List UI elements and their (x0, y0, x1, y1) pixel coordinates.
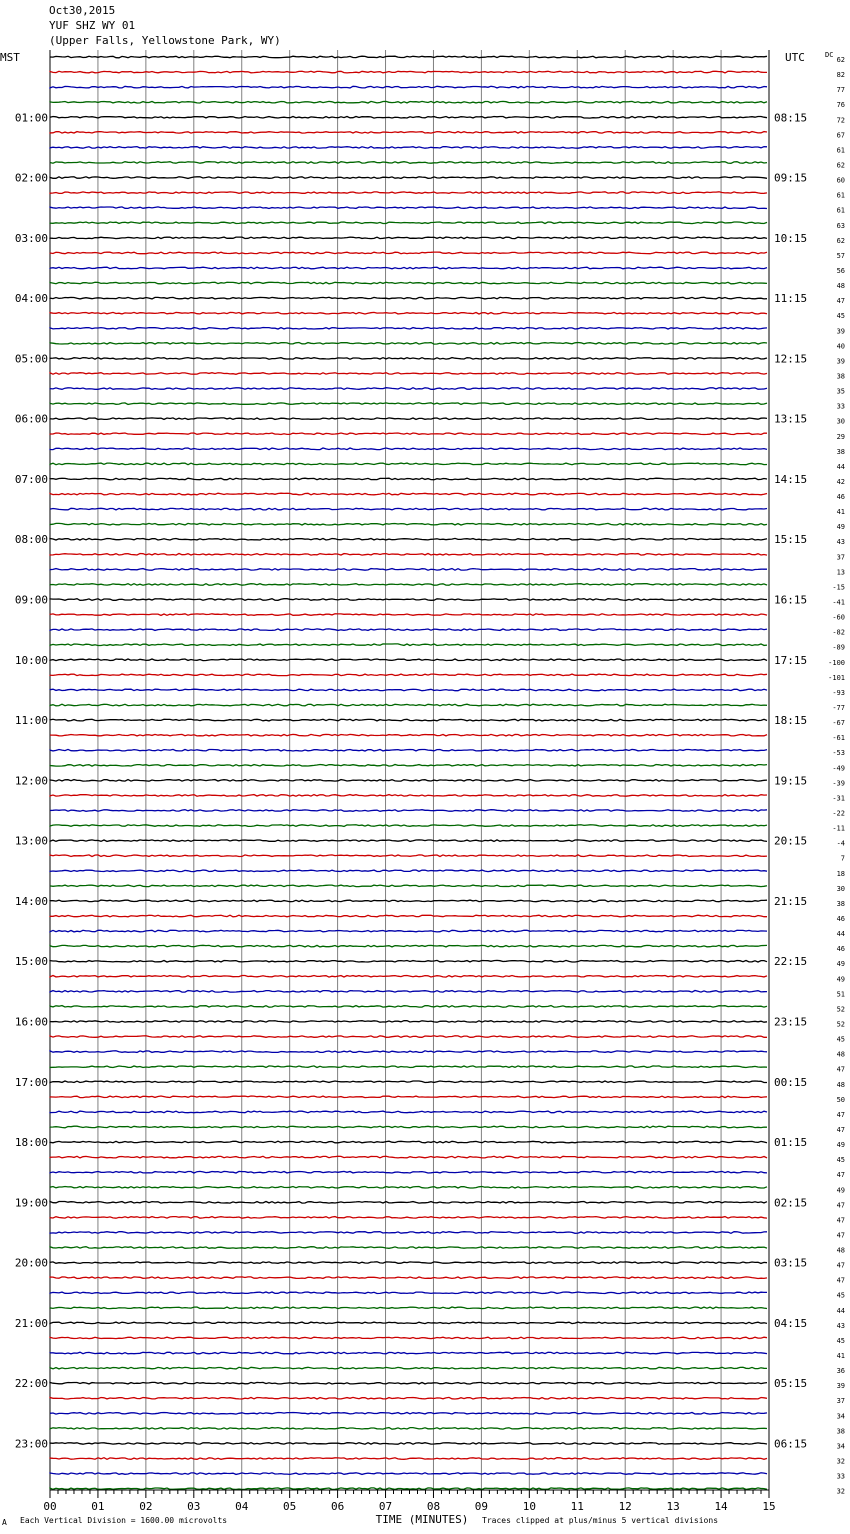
utc-hour-label: 05:15 (774, 1377, 808, 1391)
x-tick-label: 07 (378, 1500, 393, 1513)
dc-offset-label: 77 (836, 86, 845, 95)
trace-50 (50, 795, 767, 797)
dc-offset-label: 34 (836, 1442, 845, 1451)
utc-hour-label: 21:15 (774, 894, 808, 908)
trace-82 (50, 1277, 767, 1279)
dc-offset-label: 61 (836, 206, 845, 215)
dc-offset-label: 47 (836, 297, 845, 306)
dc-offset-label: 45 (836, 1035, 845, 1044)
mst-hour-label: 03:00 (14, 231, 48, 245)
trace-22 (50, 373, 767, 375)
trace-80 (50, 1247, 767, 1249)
utc-hour-label: 10:15 (774, 231, 808, 245)
dc-offset-label: -11 (832, 824, 845, 833)
trace-95 (50, 1473, 767, 1475)
seismic-traces (50, 56, 767, 1489)
dc-offset-label: 39 (836, 357, 845, 366)
dc-offset-label: 38 (836, 447, 845, 456)
dc-offset-label: 47 (836, 1276, 845, 1285)
dc-offset-label: 62 (836, 236, 845, 245)
trace-3 (50, 86, 767, 88)
mst-hour-label: 14:00 (14, 894, 48, 908)
dc-offset-label: 45 (836, 1156, 845, 1165)
dc-offset-label: 48 (836, 1050, 845, 1059)
minute-gridlines (50, 50, 769, 1490)
mst-hour-label: 12:00 (14, 774, 48, 788)
station-code: YUF SHZ WY 01 (49, 19, 136, 32)
trace-37 (50, 599, 767, 601)
utc-header: UTC (785, 51, 805, 64)
trace-21 (50, 358, 767, 360)
dc-offset-label: 56 (836, 266, 845, 275)
trace-55 (50, 870, 767, 872)
utc-hour-label: 23:15 (774, 1015, 808, 1029)
utc-hour-label: 08:15 (774, 111, 808, 125)
dc-offset-label: 35 (836, 387, 845, 396)
dc-header: DC (825, 51, 834, 59)
trace-49 (50, 780, 767, 782)
trace-90 (50, 1397, 767, 1399)
trace-25 (50, 418, 767, 420)
dc-offset-label: 44 (836, 1306, 845, 1315)
dc-offset-label: 47 (836, 1261, 845, 1270)
dc-offset-label: 38 (836, 1427, 845, 1436)
trace-39 (50, 629, 767, 631)
utc-hour-label: 14:15 (774, 472, 808, 486)
trace-35 (50, 569, 767, 571)
mst-hour-label: 02:00 (14, 171, 48, 185)
trace-16 (50, 282, 767, 284)
dc-offset-label: 13 (836, 568, 845, 577)
utc-hour-label: 22:15 (774, 955, 808, 969)
trace-11 (50, 207, 767, 209)
dc-offset-label: 41 (836, 1352, 845, 1361)
trace-79 (50, 1232, 767, 1234)
trace-84 (50, 1307, 767, 1309)
trace-81 (50, 1262, 767, 1264)
x-axis-title: TIME (MINUTES) (375, 1513, 469, 1526)
dc-offset-label: -41 (832, 598, 845, 607)
dc-offset-label: -31 (832, 794, 845, 803)
dc-offset-label: 39 (836, 327, 845, 336)
mst-hour-label: 20:00 (14, 1256, 48, 1270)
dc-offset-label: 47 (836, 1110, 845, 1119)
trace-52 (50, 825, 767, 827)
mst-hour-label: 01:00 (14, 111, 48, 125)
trace-73 (50, 1141, 767, 1143)
trace-65 (50, 1021, 767, 1023)
dc-offset-label: 37 (836, 1397, 845, 1406)
dc-offset-label: 60 (836, 176, 845, 185)
trace-14 (50, 252, 767, 254)
trace-91 (50, 1413, 767, 1415)
scale-note: Each Vertical Division = 1600.00 microvolts (20, 1516, 228, 1525)
corner-mark: A (2, 1518, 7, 1527)
trace-4 (50, 101, 767, 103)
utc-hour-label: 15:15 (774, 533, 808, 547)
dc-offset-label: 36 (836, 1367, 845, 1376)
utc-hour-label: 20:15 (774, 834, 808, 848)
dc-offset-label: 52 (836, 1005, 845, 1014)
trace-31 (50, 508, 767, 510)
trace-68 (50, 1066, 767, 1068)
clip-note: Traces clipped at plus/minus 5 vertical divisions (482, 1516, 719, 1525)
utc-hour-label: 18:15 (774, 714, 808, 728)
dc-offset-label: 49 (836, 960, 845, 969)
trace-30 (50, 493, 767, 495)
dc-offset-label: 41 (836, 508, 845, 517)
trace-38 (50, 614, 767, 616)
utc-hour-label: 19:15 (774, 774, 808, 788)
trace-23 (50, 388, 767, 390)
dc-offset-label: 57 (836, 251, 845, 260)
mst-hour-label: 07:00 (14, 472, 48, 486)
dc-offset-label: 67 (836, 131, 845, 140)
dc-offset-label: 29 (836, 432, 845, 441)
utc-hour-label: 11:15 (774, 292, 808, 306)
utc-hour-label: 17:15 (774, 653, 808, 667)
dc-offset-label: 45 (836, 1291, 845, 1300)
trace-78 (50, 1217, 767, 1219)
trace-13 (50, 237, 767, 239)
trace-56 (50, 885, 767, 887)
dc-offset-label: -82 (832, 628, 845, 637)
mst-hour-label: 13:00 (14, 834, 48, 848)
station-location: (Upper Falls, Yellowstone Park, WY) (49, 34, 281, 47)
trace-93 (50, 1443, 767, 1445)
mst-hour-label: 16:00 (14, 1015, 48, 1029)
trace-92 (50, 1428, 767, 1430)
trace-75 (50, 1171, 767, 1173)
trace-83 (50, 1292, 767, 1294)
dc-offset-label: 38 (836, 372, 845, 381)
trace-12 (50, 222, 767, 224)
mst-hour-label: 11:00 (14, 714, 48, 728)
dc-offset-label: 33 (836, 402, 845, 411)
dc-offset-label: -39 (832, 779, 845, 788)
trace-34 (50, 554, 767, 556)
trace-66 (50, 1036, 767, 1038)
dc-offset-label: 63 (836, 221, 845, 230)
mst-hour-label: 21:00 (14, 1316, 48, 1330)
mst-hour-label: 10:00 (14, 653, 48, 667)
trace-58 (50, 915, 767, 917)
mst-hour-label: 19:00 (14, 1196, 48, 1210)
dc-offset-label: -93 (832, 688, 845, 697)
trace-17 (50, 297, 767, 299)
trace-5 (50, 117, 767, 119)
dc-offset-label: 39 (836, 1382, 845, 1391)
dc-offset-label: 47 (836, 1125, 845, 1134)
mst-hour-label: 15:00 (14, 955, 48, 969)
trace-64 (50, 1006, 767, 1008)
dc-offset-label: -49 (832, 764, 845, 773)
trace-8 (50, 162, 767, 164)
dc-offset-label: 34 (836, 1412, 845, 1421)
mst-hour-label: 04:00 (14, 292, 48, 306)
dc-offset-label: 50 (836, 1095, 845, 1104)
dc-offset-label: 46 (836, 914, 845, 923)
utc-hour-label: 04:15 (774, 1316, 808, 1330)
dc-offset-label: 18 (836, 869, 845, 878)
trace-60 (50, 945, 767, 947)
dc-offset-label: 43 (836, 538, 845, 547)
dc-offset-label: -67 (832, 719, 845, 728)
trace-47 (50, 749, 767, 751)
dc-offset-label: 46 (836, 493, 845, 502)
dc-offset-label: 42 (836, 477, 845, 486)
trace-33 (50, 538, 767, 540)
x-tick-label: 06 (330, 1500, 345, 1513)
mst-hour-label: 09:00 (14, 593, 48, 607)
dc-offset-label: 37 (836, 553, 845, 562)
dc-offset-label: 61 (836, 146, 845, 155)
mst-hour-label: 17:00 (14, 1075, 48, 1089)
trace-54 (50, 855, 767, 857)
trace-44 (50, 704, 767, 706)
dc-offset-label: -61 (832, 734, 845, 743)
trace-71 (50, 1111, 767, 1113)
x-tick-label: 10 (522, 1500, 536, 1513)
trace-7 (50, 147, 767, 149)
mst-hour-label: 08:00 (14, 533, 48, 547)
trace-6 (50, 132, 767, 134)
dc-offset-label: 49 (836, 1141, 845, 1150)
dc-offset-label: 48 (836, 282, 845, 291)
dc-offset-label: -77 (832, 704, 845, 713)
x-tick-label: 00 (43, 1500, 57, 1513)
dc-offset-label: -101 (828, 673, 845, 682)
mst-hour-label: 22:00 (14, 1377, 48, 1391)
trace-36 (50, 584, 767, 586)
trace-19 (50, 328, 767, 330)
utc-hour-label: 09:15 (774, 171, 808, 185)
trace-1 (50, 56, 767, 58)
trace-32 (50, 523, 767, 525)
dc-offset-label: 46 (836, 945, 845, 954)
axis-labels (0, 51, 845, 1526)
trace-29 (50, 478, 767, 480)
trace-43 (50, 689, 767, 691)
trace-46 (50, 734, 767, 736)
trace-62 (50, 976, 767, 978)
x-tick-label: 02 (139, 1500, 153, 1513)
dc-offset-label: 62 (836, 56, 845, 64)
dc-offset-label: 49 (836, 523, 845, 532)
dc-offset-label: 62 (836, 161, 845, 170)
x-tick-label: 09 (474, 1500, 489, 1513)
trace-89 (50, 1382, 767, 1384)
utc-hour-label: 06:15 (774, 1437, 808, 1451)
x-tick-label: 11 (570, 1500, 584, 1513)
x-tick-label: 12 (618, 1500, 632, 1513)
utc-hour-label: 12:15 (774, 352, 808, 366)
dc-offset-label: 44 (836, 930, 845, 939)
dc-offset-label: 49 (836, 975, 845, 984)
plot-date: Oct30,2015 (49, 4, 116, 17)
dc-offset-label: 48 (836, 1246, 845, 1255)
dc-offset-label: 32 (836, 1457, 845, 1466)
dc-offset-label: -15 (832, 583, 845, 592)
trace-67 (50, 1051, 767, 1053)
x-tick-label: 01 (91, 1500, 105, 1513)
dc-offset-label: -89 (832, 643, 845, 652)
dc-offset-label: -53 (832, 749, 845, 758)
dc-offset-label: 47 (836, 1216, 845, 1225)
dc-offset-label: 47 (836, 1171, 845, 1180)
trace-74 (50, 1156, 767, 1158)
trace-86 (50, 1337, 767, 1339)
trace-28 (50, 463, 767, 465)
mst-hour-label: 18:00 (14, 1136, 48, 1150)
trace-77 (50, 1202, 767, 1204)
trace-18 (50, 312, 767, 314)
trace-40 (50, 644, 767, 646)
trace-63 (50, 991, 767, 993)
dc-offset-label: 43 (836, 1321, 845, 1330)
utc-hour-label: 16:15 (774, 593, 808, 607)
trace-2 (50, 71, 767, 73)
x-tick-label: 15 (762, 1500, 776, 1513)
dc-offset-label: 45 (836, 312, 845, 321)
dc-offset-label: -22 (832, 809, 845, 818)
dc-offset-label: 72 (836, 116, 845, 125)
mst-header: MST (0, 51, 20, 64)
utc-hour-label: 00:15 (774, 1075, 808, 1089)
dc-offset-label: 44 (836, 462, 845, 471)
trace-27 (50, 448, 767, 450)
x-tick-label: 05 (283, 1500, 297, 1513)
trace-59 (50, 930, 767, 932)
dc-offset-label: -60 (832, 613, 845, 622)
trace-51 (50, 810, 767, 812)
dc-offset-label: 38 (836, 899, 845, 908)
trace-88 (50, 1367, 767, 1369)
trace-15 (50, 267, 767, 269)
dc-offset-label: 30 (836, 884, 845, 893)
dc-offset-label: -100 (828, 658, 845, 667)
trace-10 (50, 192, 767, 194)
trace-53 (50, 840, 767, 842)
dc-offset-label: 82 (836, 71, 845, 80)
dc-offset-label: 30 (836, 417, 845, 426)
trace-72 (50, 1126, 767, 1128)
dc-offset-label: -4 (836, 839, 845, 848)
trace-20 (50, 343, 767, 345)
dc-offset-label: 61 (836, 191, 845, 200)
dc-offset-label: 45 (836, 1336, 845, 1345)
trace-61 (50, 960, 767, 962)
dc-offset-label: 47 (836, 1231, 845, 1240)
utc-hour-label: 02:15 (774, 1196, 808, 1210)
trace-87 (50, 1352, 767, 1354)
mst-hour-label: 23:00 (14, 1437, 48, 1451)
trace-45 (50, 719, 767, 721)
dc-offset-label: 47 (836, 1065, 845, 1074)
mst-hour-label: 05:00 (14, 352, 48, 366)
trace-42 (50, 674, 767, 676)
dc-offset-label: 7 (840, 854, 845, 863)
dc-offset-label: 47 (836, 1201, 845, 1210)
dc-offset-label: 33 (836, 1472, 845, 1481)
dc-offset-label: 49 (836, 1186, 845, 1195)
utc-hour-label: 13:15 (774, 412, 808, 426)
x-tick-label: 14 (714, 1500, 728, 1513)
dc-offset-label: 51 (836, 990, 845, 999)
trace-94 (50, 1458, 767, 1460)
x-tick-label: 04 (235, 1500, 249, 1513)
trace-96 (50, 1488, 767, 1490)
dc-offset-label: 48 (836, 1080, 845, 1089)
utc-hour-label: 03:15 (774, 1256, 808, 1270)
trace-69 (50, 1081, 767, 1083)
trace-48 (50, 765, 767, 767)
dc-offset-label: 76 (836, 101, 845, 110)
dc-offset-label: 52 (836, 1020, 845, 1029)
trace-41 (50, 659, 767, 661)
x-tick-label: 03 (187, 1500, 201, 1513)
dc-offset-label: 32 (836, 1487, 845, 1496)
utc-hour-label: 01:15 (774, 1136, 808, 1150)
trace-26 (50, 433, 767, 435)
trace-70 (50, 1096, 767, 1098)
dc-offset-label: 40 (836, 342, 845, 351)
x-tick-label: 13 (666, 1500, 680, 1513)
x-tick-label: 08 (426, 1500, 441, 1513)
mst-hour-label: 06:00 (14, 412, 48, 426)
trace-24 (50, 403, 767, 405)
trace-76 (50, 1187, 767, 1189)
trace-57 (50, 900, 767, 902)
trace-85 (50, 1322, 767, 1324)
trace-9 (50, 177, 767, 179)
